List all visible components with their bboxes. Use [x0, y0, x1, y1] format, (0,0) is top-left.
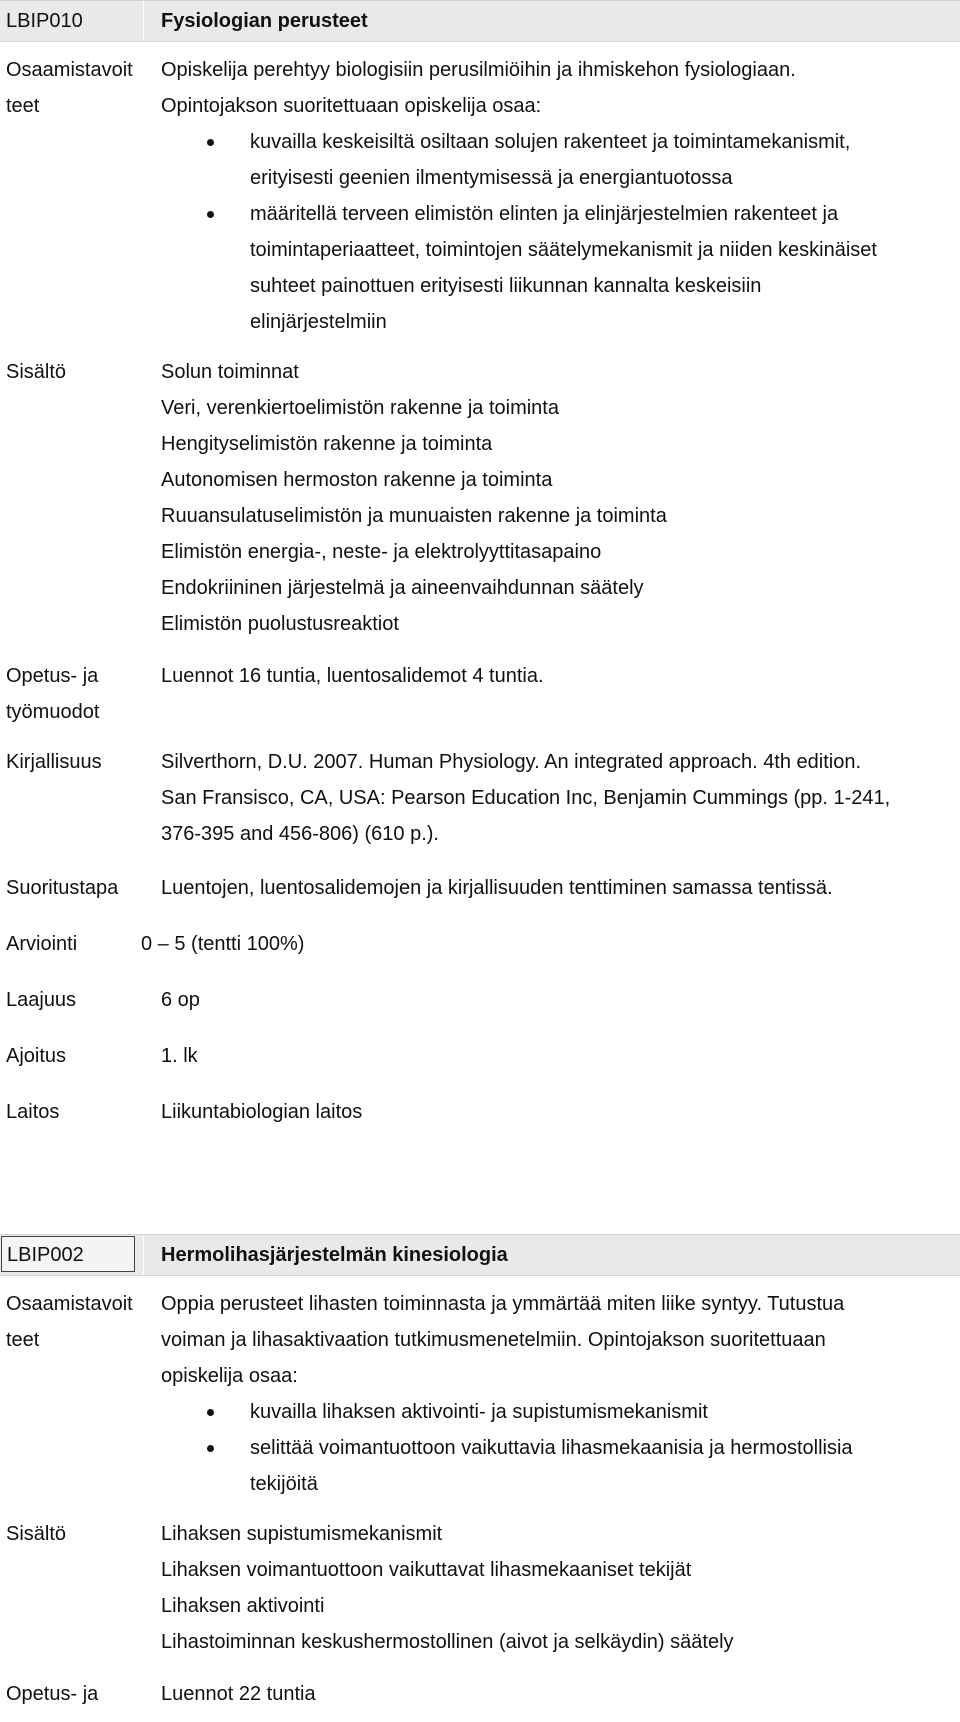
list-item: Elimistön puolustusreaktiot	[161, 613, 399, 635]
methods-label: Opetus- ja työmuodot	[6, 665, 100, 723]
scope-value: 6 op	[161, 989, 200, 1011]
content-label: Sisältö	[6, 1523, 67, 1545]
methods-value: Luennot 22 tuntia	[161, 1683, 316, 1705]
content-list	[161, 354, 960, 642]
header-divider	[143, 1, 144, 41]
bullet-icon	[207, 139, 214, 146]
objectives-content	[161, 1286, 960, 1502]
objectives-intro: Opintojakson suoritettuaan opiskelija osaa:	[161, 95, 542, 117]
bullet-icon	[207, 1445, 214, 1452]
bullet-icon	[207, 1409, 214, 1416]
content-row	[0, 354, 960, 642]
content-row	[0, 1516, 960, 1660]
list-item: Hengityselimistön rakenne ja toiminta	[161, 433, 493, 455]
grading-label: Arviointi	[6, 933, 78, 955]
grading-value: 0 – 5 (tentti 100%)	[141, 933, 305, 955]
objectives-content	[161, 52, 960, 340]
dept-value: Liikuntabiologian laitos	[161, 1101, 363, 1123]
content-list	[161, 1516, 960, 1660]
course-code: LBIP002	[1, 1236, 135, 1272]
scope-label: Laajuus	[6, 989, 77, 1011]
methods-label: Opetus- ja	[6, 1683, 99, 1705]
objectives-row	[0, 1286, 960, 1502]
objectives-label: Osaamistavoit teet	[6, 1293, 133, 1351]
completion-label: Suoritustapa	[6, 877, 119, 899]
timing-label: Ajoitus	[6, 1045, 67, 1067]
course-title: Hermolihasjärjestelmän kinesiologia	[161, 1244, 508, 1266]
list-item: Lihaksen aktivointi	[161, 1595, 325, 1617]
methods-value: Luennot 16 tuntia, luentosalidemot 4 tuntia.	[161, 665, 544, 687]
course-header	[0, 1234, 960, 1276]
course-header	[0, 0, 960, 42]
timing-value: 1. lk	[161, 1045, 198, 1067]
literature-label: Kirjallisuus	[6, 751, 102, 773]
list-item: Lihastoiminnan keskushermostollinen (aivot ja selkäydin) säätely	[161, 1631, 734, 1653]
list-item: kuvailla lihaksen aktivointi- ja supistumismekanismit	[161, 1394, 940, 1430]
dept-label: Laitos	[6, 1101, 60, 1123]
methods-row	[0, 658, 960, 730]
completion-value: Luentojen, luentosalidemojen ja kirjallisuuden tenttiminen samassa tentissä.	[161, 877, 833, 899]
objectives-label: Osaamistavoit teet	[6, 59, 133, 117]
header-divider	[143, 1235, 144, 1275]
bullet-icon	[207, 211, 214, 218]
literature-value: Silverthorn, D.U. 2007. Human Physiology. An integrated approach. 4th edition. San Fransisco, CA, USA: Pearson Education Inc, Benjamin Cummings (pp. 1-241, 376-395 and 456-806) (610 p.).	[161, 751, 891, 845]
list-item: Endokriininen järjestelmä ja aineenvaihdunnan säätely	[161, 577, 644, 599]
objectives-intro: Oppia perusteet lihasten toiminnasta ja ymmärtää miten liike syntyy. Tutustua	[161, 1293, 845, 1315]
objectives-intro: opiskelija osaa:	[161, 1365, 298, 1387]
course-code: LBIP010	[6, 10, 83, 32]
objectives-list	[161, 1394, 940, 1502]
grading-row	[0, 926, 960, 962]
list-item: Autonomisen hermoston rakenne ja toiminta	[161, 469, 553, 491]
content-label: Sisältö	[6, 361, 67, 383]
list-item: määritellä terveen elimistön elinten ja elinjärjestelmien rakenteet ja toimintaperiaatteet, toimintojen säätelymekanismit ja niiden keskinäiset suhteet painottuen erityisesti liikunnan kannalta keskeisiin elinjärjestelmiin	[161, 196, 940, 340]
dept-row	[0, 1094, 960, 1130]
objectives-intro: Opiskelija perehtyy biologisiin perusilmiöihin ja ihmiskehon fysiologiaan.	[161, 59, 796, 81]
list-item: Lihaksen supistumismekanismit	[161, 1523, 443, 1545]
list-item: Elimistön energia-, neste- ja elektrolyyttitasapaino	[161, 541, 602, 563]
objectives-intro: voiman ja lihasaktivaation tutkimusmenetelmiin. Opintojakson suoritettuaan	[161, 1329, 826, 1351]
list-item: kuvailla keskeisiltä osiltaan solujen rakenteet ja toimintamekanismit, erityisesti geenien ilmentymisessä ja energiantuotossa	[161, 124, 940, 196]
list-item: Solun toiminnat	[161, 361, 299, 383]
literature-row	[0, 744, 960, 852]
list-item: selittää voimantuottoon vaikuttavia lihasmekaanisia ja hermostollisia tekijöitä	[161, 1430, 940, 1502]
list-item: Ruuansulatuselimistön ja munuaisten rakenne ja toiminta	[161, 505, 667, 527]
list-item: Veri, verenkiertoelimistön rakenne ja toiminta	[161, 397, 559, 419]
course-lbip002	[0, 1234, 960, 1712]
course-title: Fysiologian perusteet	[161, 10, 368, 32]
completion-row	[0, 870, 960, 906]
objectives-list	[161, 124, 940, 340]
scope-row	[0, 982, 960, 1018]
methods-row	[0, 1676, 960, 1712]
timing-row	[0, 1038, 960, 1074]
list-item: Lihaksen voimantuottoon vaikuttavat lihasmekaaniset tekijät	[161, 1559, 692, 1581]
objectives-row	[0, 52, 960, 340]
